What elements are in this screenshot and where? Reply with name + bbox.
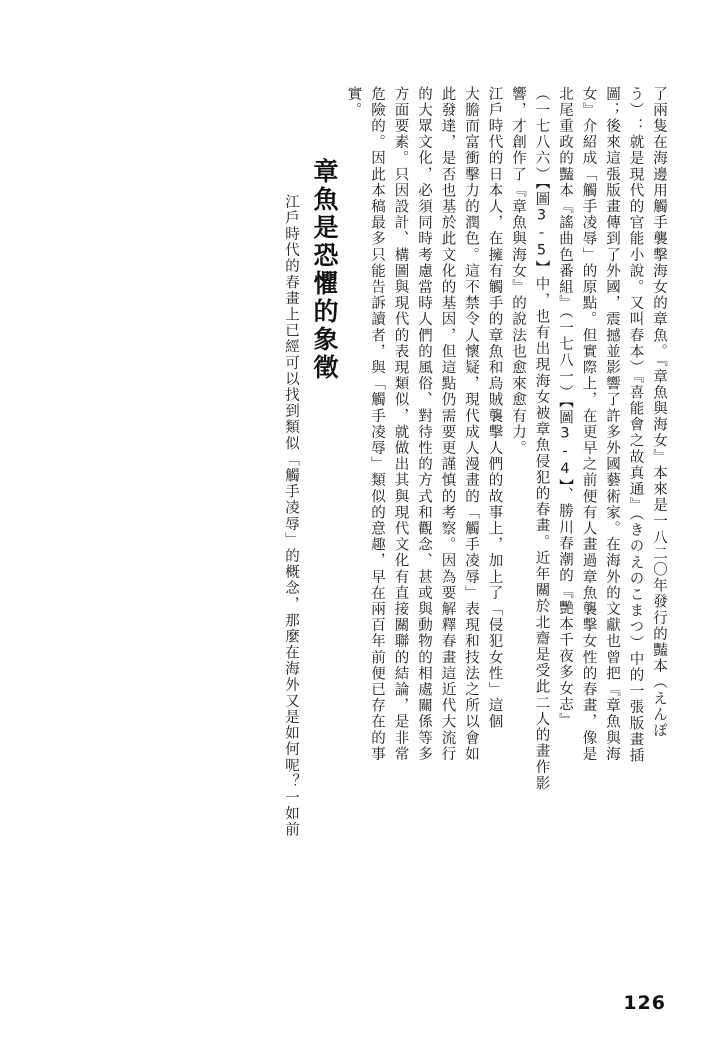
section-paragraph: 江戶時代的春畫上已經可以找到類似「觸手凌辱」的概念，那麼在海外又是如何呢？一如前 <box>283 194 299 838</box>
text-column: 圖；後來這張版畫傳到了外國，震撼並影響了許多外國藝術家。在海外的文獻也曾把『章魚與海 <box>604 86 620 763</box>
section-heading: 章魚是恐懼的象徵 <box>310 158 339 382</box>
text-column: う）：就是現代的官能小說。又叫春本）『喜能會之故真通』（きのえのこまつ）中的一張版畫插 <box>627 86 644 764</box>
page-number: 126 <box>623 992 666 1014</box>
text-column: （一七八六）【圖3-5】中，也有出現海女被章魚侵犯的春畫。近年關於北齋是受此二人的畫作影 <box>533 86 550 792</box>
text-column: 的大眾文化，必須同時考慮當時人們的風俗、對待性的方式和觀念、甚或與動物的相處關係等多 <box>416 86 432 763</box>
text-column: 實。 <box>345 86 362 119</box>
text-column: 方面要素。只因設計、構圖與現代的表現類似，就做出其與現代文化有直接關聯的結論，是非常 <box>392 86 409 763</box>
text-column: 女』介紹成「觸手凌辱」的原點。但實際上，在更早之前便有人畫過章魚襲擊女性的春畫，像是 <box>580 86 597 763</box>
text-column: 危險的。因此本稿最多只能告訴讀者，與「觸手凌辱」類似的意趣，早在兩百年前便已存在的事 <box>369 86 385 763</box>
text-column: 了兩隻在海邊用觸手襲擊海女的章魚。『章魚與海女』本來是一八二〇年發行的豔本（えんぽ <box>651 86 667 739</box>
text-column: 此發達，是否也基於此文化的基因，但這點仍需要更謹慎的考察。因為要解釋春畫這近代大流行 <box>439 86 456 763</box>
text-column: 北尾重政的豔本『謠曲色番組』（一七八一）【圖3-4】、勝川春潮的『艷本千夜多女志』 <box>557 86 573 729</box>
page-body <box>56 86 666 930</box>
text-column: 大膽而富衝擊力的潤色。這不禁令人懷疑，現代成人漫畫的「觸手凌辱」表現和技法之所以會如 <box>463 86 479 763</box>
text-column: 響，才創作了『章魚與海女』的說法也愈來愈有力。 <box>510 86 526 457</box>
text-column: 江戶時代的日本人，在擁有觸手的章魚和烏賊襲擊人們的故事上，加上了「侵犯女性」這個 <box>486 86 503 730</box>
